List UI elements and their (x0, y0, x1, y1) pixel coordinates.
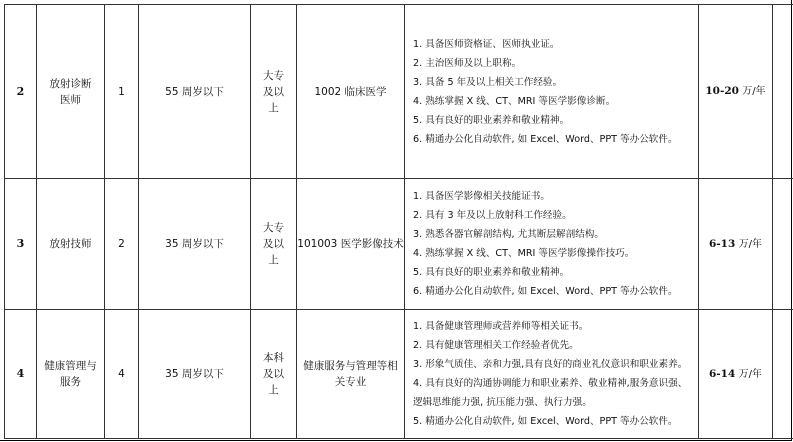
position-cell (37, 179, 105, 310)
empty-cell (773, 310, 793, 439)
table-row (5, 310, 793, 439)
requirement-item: 4. 熟练掌握 X 线、CT、MRI 等医学影像诊断。 (413, 95, 616, 107)
requirement-item: 6. 精通办公化自动软件, 如 Excel、Word、PPT 等办公软件。 (413, 286, 678, 297)
salary-cell (699, 310, 773, 439)
salary-cell (699, 5, 773, 179)
empty-cell (773, 5, 793, 179)
headcount-cell: 4 (105, 310, 139, 439)
requirement-item: 5. 精通办公化自动软件, 如 Excel、Word、PPT 等办公软件。 (413, 416, 678, 427)
requirements-cell (405, 310, 699, 439)
requirement-item: 2. 主治医师及以上职称。 (413, 57, 522, 69)
salary-range: 6-13 (709, 237, 736, 250)
education-text: 大专及以上 (263, 222, 284, 266)
position-cell (37, 310, 105, 439)
table-row (5, 179, 793, 310)
requirement-item: 逻辑思维能力强, 抗压能力强、执行力强。 (413, 397, 592, 408)
education-text: 大专及以上 (263, 69, 284, 114)
requirement-item: 1. 具备医学影像相关技能证书。 (413, 191, 550, 202)
age-cell: 55 周岁以下 (139, 5, 251, 179)
position-cell (37, 5, 105, 179)
major-cell (297, 310, 405, 439)
age-cell: 35 周岁以下 (139, 310, 251, 439)
requirement-item: 4. 熟练掌握 X 线、CT、MRI 等医学影像操作技巧。 (413, 248, 635, 259)
table-row (5, 5, 793, 179)
requirement-item: 2. 具有 3 年及以上放射科工作经验。 (413, 210, 572, 221)
salary-cell (699, 179, 773, 310)
salary-unit: 万/年 (738, 238, 762, 250)
position-name: 放射技师 (49, 238, 92, 250)
requirements-cell (405, 5, 699, 179)
headcount-cell: 1 (105, 5, 139, 179)
headcount-cell: 2 (105, 179, 139, 310)
major-cell: 101003 医学影像技术 (297, 179, 405, 310)
education-cell (251, 310, 297, 439)
requirements-cell (405, 179, 699, 310)
requirement-item: 1. 具备健康管理师或营养师等相关证书。 (413, 321, 589, 332)
requirement-item: 3. 形象气质佳、亲和力强,具有良好的商业礼仪意识和职业素养。 (413, 359, 688, 370)
empty-cell (773, 179, 793, 310)
requirement-item: 2. 具有健康管理相关工作经验者优先。 (413, 340, 579, 351)
position-name: 健康管理与服务 (44, 360, 97, 388)
salary-range: 10-20 (705, 85, 739, 97)
requirement-item: 5. 具有良好的职业素养和敬业精神。 (413, 267, 570, 278)
salary-unit: 万/年 (742, 86, 766, 97)
row-number: 2 (5, 5, 37, 179)
education-cell (251, 179, 297, 310)
education-text: 本科及以上 (263, 352, 284, 396)
age-cell: 35 周岁以下 (139, 179, 251, 310)
salary-unit: 万/年 (738, 368, 762, 380)
major-cell: 1002 临床医学 (297, 5, 405, 179)
row-number: 3 (5, 179, 37, 310)
recruitment-table (4, 4, 793, 439)
requirement-item: 3. 熟悉各器官解剖结构, 尤其断层解剖结构。 (413, 229, 604, 240)
requirement-item: 4. 具有良好的沟通协调能力和职业素养、敬业精神,服务意识强、 (413, 378, 688, 389)
requirement-item: 5. 具有良好的职业素养和敬业精神。 (413, 114, 570, 126)
requirement-item: 3. 具备 5 年及以上相关工作经验。 (413, 76, 563, 88)
requirement-item: 1. 具备医师资格证、医师执业证。 (413, 38, 560, 50)
row-number: 4 (5, 310, 37, 439)
education-cell (251, 5, 297, 179)
position-name: 放射诊断医师 (49, 77, 92, 106)
major-text: 健康服务与管理等相关专业 (303, 360, 398, 388)
requirement-item: 6. 精通办公化自动软件, 如 Excel、Word、PPT 等办公软件。 (413, 133, 678, 145)
salary-range: 6-14 (709, 367, 736, 380)
